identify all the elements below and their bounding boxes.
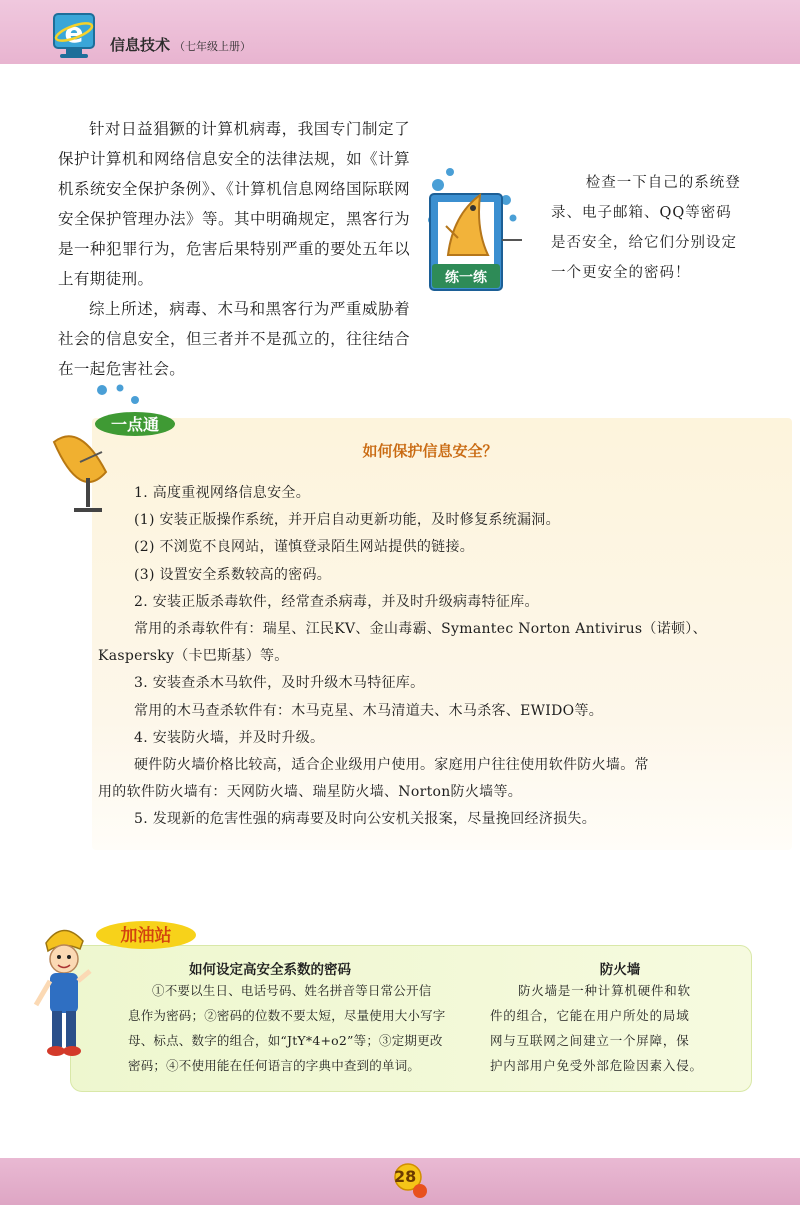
password-tips-title: 如何设定高安全系数的密码	[189, 962, 351, 978]
tip-badge-label: 一点通	[110, 415, 160, 434]
page-number: 28	[394, 1167, 417, 1186]
jiayouzhan-badge	[92, 917, 212, 949]
info-tech-logo-icon	[50, 10, 102, 62]
tip-line: 硬件防火墙价格比较高，适合企业级用户使用。家庭用户往往使用软件防火墙。常	[134, 757, 649, 774]
firewall-title: 防火墙	[599, 962, 641, 978]
book-subtitle: （七年级上册）	[174, 40, 252, 53]
tip-line: 4. 安装防火墙，并及时升级。	[134, 729, 325, 746]
tip-list	[98, 480, 778, 834]
password-tips-line: 母、标点、数字的组合，如“JtY*4+o2”等；③定期更改	[128, 1033, 443, 1048]
firewall-text	[490, 978, 740, 1078]
tip-line: 常用的木马查杀软件有：木马克星、木马清道夫、木马杀客、EWIDO等。	[134, 702, 604, 719]
tip-line: (3) 设置安全系数较高的密码。	[134, 566, 332, 583]
tip-line: 1. 高度重视网络信息安全。	[134, 485, 311, 501]
tip-line: (1) 安装正版操作系统，并开启自动更新功能，及时修复系统漏洞。	[134, 512, 560, 529]
tip-line: 用的软件防火墙有：天网防火墙、瑞星防火墙、Norton防火墙等。	[98, 784, 523, 801]
practice-badge-label: 练一练	[445, 270, 487, 286]
tip-line: 常用的杀毒软件有：瑞星、江民KV、金山毒霸、Symantec Norton Antivirus（诺顿）、	[134, 621, 707, 638]
practice-fish-icon	[418, 160, 528, 300]
main-text	[58, 114, 410, 384]
tip-line: 5. 发现新的危害性强的病毒要及时向公安机关报案，尽量挽回经济损失。	[134, 811, 597, 828]
book-title-text: 信息技术	[110, 36, 171, 54]
cartoon-boy-icon	[28, 915, 98, 1065]
tip-line: 2. 安装正版杀毒软件，经常查杀病毒，并及时升级病毒特征库。	[134, 593, 539, 610]
tip-line: Kaspersky（卡巴斯基）等。	[98, 648, 289, 665]
firewall-line: 件的组合，它能在用户所处的局域	[490, 1008, 690, 1023]
password-tips-line: 息作为密码；②密码的位数不要太短，尽量使用大小写字	[128, 1008, 446, 1023]
firewall-line: 网与互联网之间建立一个屏障，保	[490, 1033, 690, 1048]
jiayouzhan-badge-label: 加油站	[120, 926, 172, 946]
password-tips-line: ①不要以生日、电话号码、姓名拼音等日常公开信	[152, 983, 432, 998]
tip-line: 3. 安装查杀木马软件，及时升级木马特征库。	[134, 675, 425, 692]
firewall-line: 护内部用户免受外部危险因素入侵。	[490, 1058, 703, 1073]
practice-text	[551, 168, 746, 288]
book-title	[110, 34, 251, 55]
paragraph-2: 综上所述，病毒、木马和黑客行为严重威胁着社会的信息安全，但三者并不是孤立的，往往结合在一起危害社会。	[58, 300, 410, 378]
password-tips-text	[128, 978, 468, 1078]
firewall-line: 防火墙是一种计算机硬件和软	[518, 983, 691, 998]
page-number-badge	[390, 1163, 430, 1203]
tip-title: 如何保护信息安全？	[362, 442, 498, 460]
password-tips-line: 密码；④不使用能在任何语言的字典中查到的单词。	[128, 1058, 421, 1073]
svg-text:e: e	[64, 16, 84, 49]
tip-line: (2) 不浏览不良网站，谨慎登录陌生网站提供的链接。	[134, 539, 475, 556]
paragraph-1: 针对日益猖獗的计算机病毒，我国专门制定了保护计算机和网络信息安全的法律法规，如《计算机系统安全保护条例》、《计算机信息网络国际联网安全保护管理办法》等。其中明确规定，黑客行为是一种犯罪行为，危害后果特别严重的要处五年以上有期徒刑。	[58, 120, 410, 288]
practice-instruction: 检查一下自己的系统登录、电子邮箱、QQ等密码是否安全，给它们分别设定一个更安全的密码！	[551, 175, 741, 281]
